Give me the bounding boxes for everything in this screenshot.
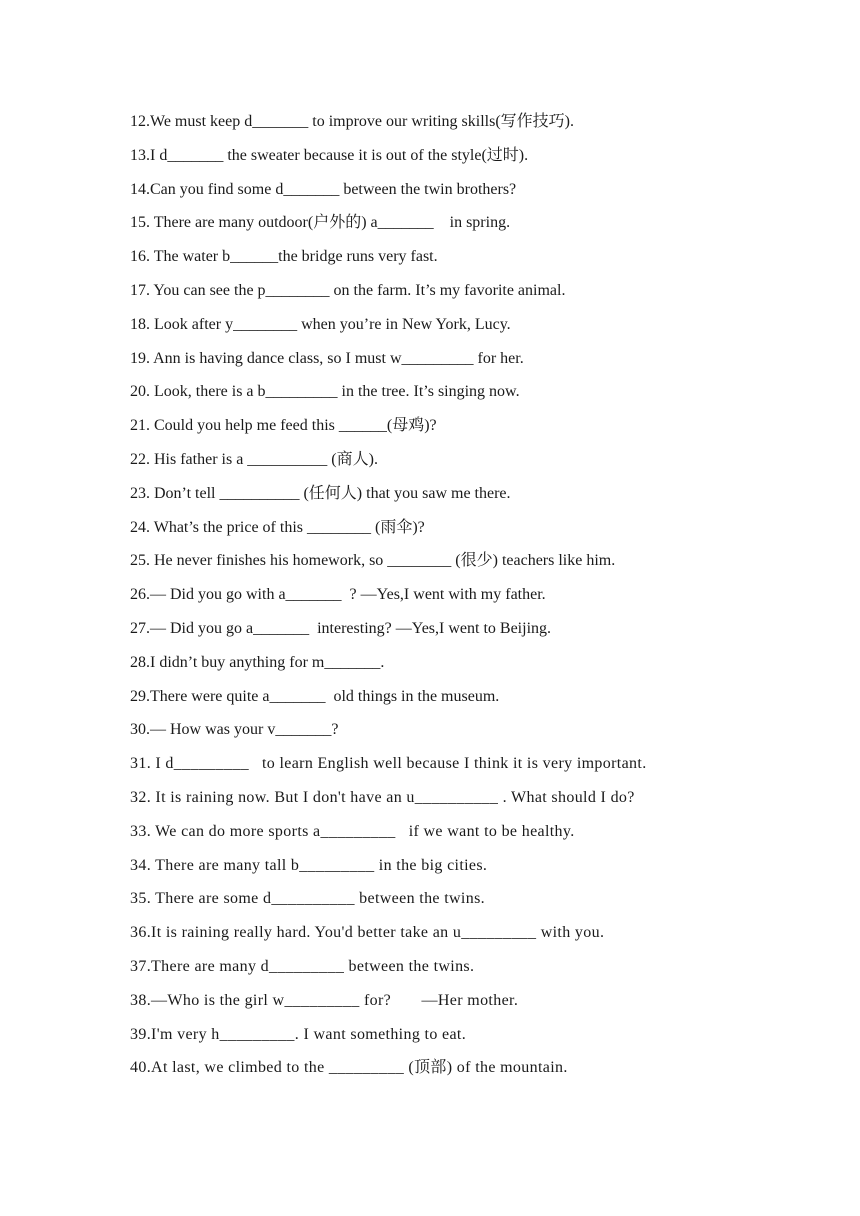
exercise-29: 29.There were quite a_______ old things in the museum. [130,687,500,705]
exercise-14: 14.Can you find some d_______ between the twin brothers? [130,180,517,198]
exercise-40: 40.At last, we climbed to the _________ (顶部) of the mountain. [130,1059,568,1077]
exercise-36: 36.It is raining really hard. You'd better take an u_________ with you. [130,924,605,942]
exercise-32: 32. It is raining now. But I don't have an u__________ . What should I do? [130,788,635,806]
exercise-26: 26.— Did you go with a_______ ? —Yes,I went with my father. [130,586,546,604]
exercise-28: 28.I didn’t buy anything for m_______. [130,653,385,671]
exercise-13: 13.I d_______ the sweater because it is out of the style(过时). [130,146,529,164]
exercise-19: 19. Ann is having dance class, so I must w_________ for her. [130,349,524,367]
exercise-27: 27.— Did you go a_______ interesting? —Yes,I went to Beijing. [130,619,552,637]
exercise-38: 38.—Who is the girl w_________ for? —Her mother. [130,991,519,1009]
exercise-30: 30.— How was your v_______? [130,721,339,739]
exercise-24: 24. What’s the price of this ________ (雨伞)? [130,518,425,536]
exercise-20: 20. Look, there is a b_________ in the tree. It’s singing now. [130,383,520,401]
exercise-15: 15. There are many outdoor(户外的) a_______ in spring. [130,214,511,232]
exercise-17: 17. You can see the p________ on the farm. It’s my favorite animal. [130,281,566,299]
exercise-22: 22. His father is a __________ (商人). [130,450,378,468]
exercise-18: 18. Look after y________ when you’re in New York, Lucy. [130,315,511,333]
exercise-12: 12.We must keep d_______ to improve our writing skills(写作技巧). [130,113,575,130]
exercise-35: 35. There are some d__________ between the twins. [130,890,485,908]
exercise-34: 34. There are many tall b_________ in the big cities. [130,856,488,874]
exercise-31: 31. I d_________ to learn English well because I think it is very important. [130,755,647,773]
exercise-33: 33. We can do more sports a_________ if we want to be healthy. [130,822,575,840]
exercise-25: 25. He never finishes his homework, so ________ (很少) teachers like him. [130,552,616,570]
exercise-list [130,110,830,1090]
exercise-39: 39.I'm very h_________. I want something to eat. [130,1025,467,1043]
exercise-16: 16. The water b______the bridge runs very fast. [130,248,438,266]
exercise-21: 21. Could you help me feed this ______(母鸡)? [130,417,437,435]
exercise-37: 37.There are many d_________ between the twins. [130,957,475,975]
exercise-23: 23. Don’t tell __________ (任何人) that you saw me there. [130,484,511,502]
